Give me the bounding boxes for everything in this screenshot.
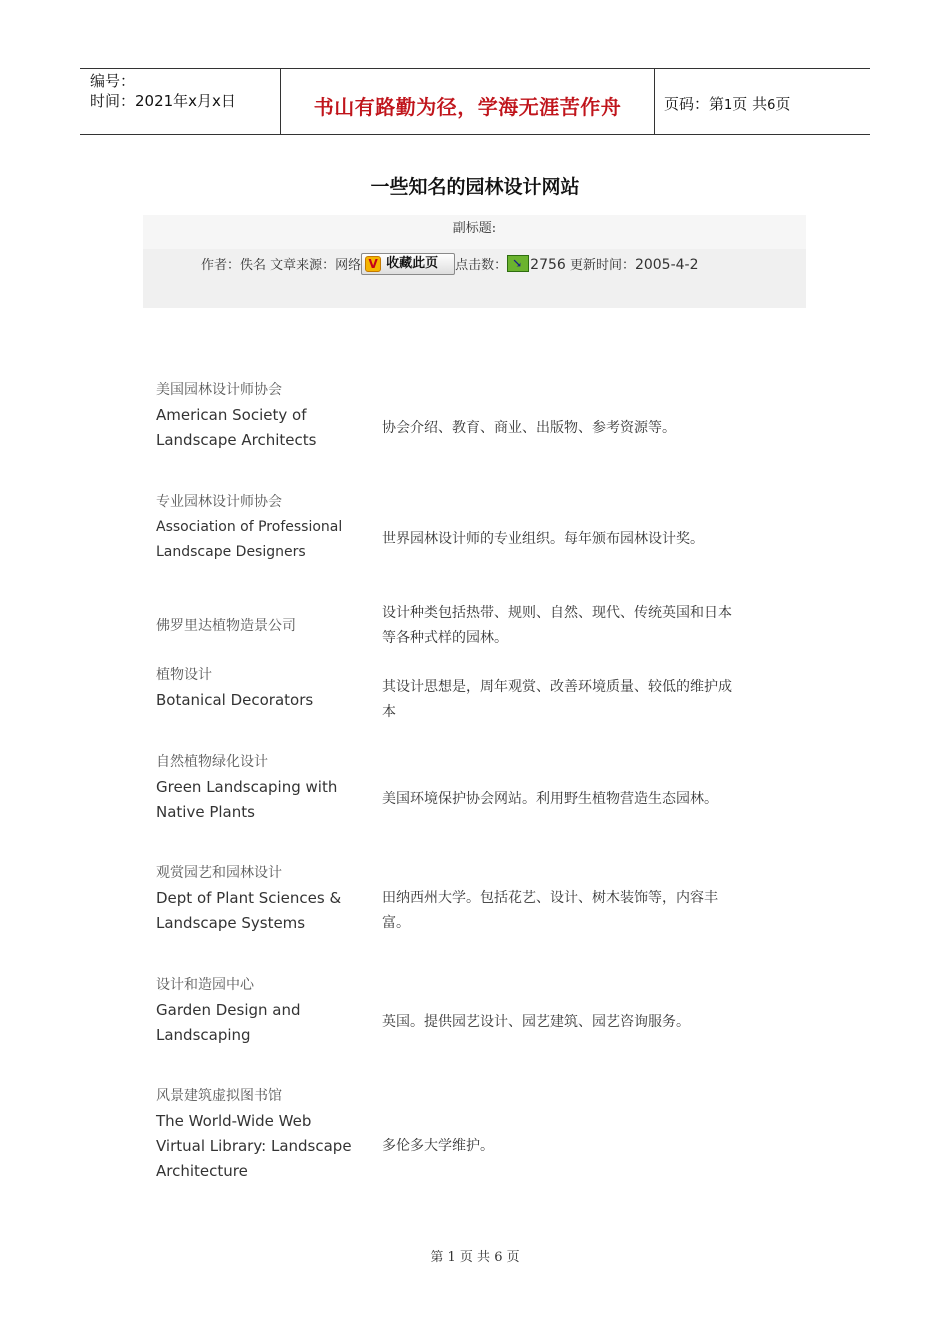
entry-description-line: 其设计思想是，周年观赏、改善环境质量、较低的维护成 — [382, 679, 732, 695]
entry-description-line: 富。 — [382, 915, 410, 931]
favorite-button-label: 收藏此页 — [386, 255, 439, 271]
entry-name — [156, 663, 371, 713]
article-meta — [143, 215, 806, 308]
entry-en-name[interactable]: Landscape Architects — [156, 431, 317, 449]
code-label: 编号： — [90, 72, 136, 90]
entry-en-name[interactable]: Native Plants — [156, 803, 255, 821]
page-mid: 页 共 — [732, 95, 768, 113]
entry-cn-name[interactable]: 风景建筑虚拟图书馆 — [156, 1088, 282, 1104]
entry-description — [382, 886, 792, 936]
update-label: 更新时间： — [569, 258, 635, 273]
entry-en-name[interactable]: Landscape Systems — [156, 914, 306, 932]
entry-name — [156, 750, 371, 825]
entry-name — [156, 614, 371, 639]
update-date: 2005-4-2 — [634, 257, 699, 273]
entry-en-name[interactable]: Architecture — [156, 1162, 248, 1180]
entry-en-name[interactable]: Dept of Plant Sciences & — [156, 889, 342, 907]
entry-description-line: 美国环境保护协会网站。利用野生植物营造生态园林。 — [382, 791, 718, 807]
entry-cn-name[interactable]: 设计和造园中心 — [156, 977, 254, 993]
entry-en-name[interactable]: Garden Design and — [156, 1001, 301, 1019]
subtitle-label: 副标题: — [143, 215, 806, 249]
entry-description-line: 英国。提供园艺设计、园艺建筑、园艺咨询服务。 — [382, 1014, 690, 1030]
entry-en-name[interactable]: Virtual Library: Landscape — [156, 1137, 352, 1155]
entry-description — [382, 1134, 792, 1159]
header-page-number — [664, 93, 790, 114]
entry-description-line: 协会介绍、教育、商业、出版物、参考资源等。 — [382, 420, 676, 436]
hits-label: 点击数： — [455, 258, 508, 273]
page-end: 页 — [775, 95, 791, 113]
entry-description-line: 世界园林设计师的专业组织。每年颁布园林设计奖。 — [382, 531, 704, 547]
entry-name — [156, 378, 371, 453]
entry-description — [382, 416, 792, 441]
page-current: 1 — [724, 98, 733, 113]
entry-description — [382, 787, 792, 812]
header-motto: 书山有路勤为径，学海无涯苦作舟 — [313, 95, 622, 119]
document-header — [80, 68, 870, 135]
header-info — [90, 71, 236, 111]
entry-description — [382, 675, 792, 725]
entry-description — [382, 527, 792, 552]
author-info: 作者：佚名 文章来源：网络 — [201, 258, 362, 273]
entry-description-line: 设计种类包括热带、规则、自然、现代、传统英国和日本 — [382, 605, 732, 621]
favorite-button[interactable] — [361, 253, 455, 275]
entry-en-name[interactable]: American Society of — [156, 406, 307, 424]
entry-description-line: 多伦多大学维护。 — [382, 1138, 494, 1154]
page-label: 页码：第 — [664, 95, 725, 113]
entry-en-name[interactable]: Green Landscaping with — [156, 778, 338, 796]
favorite-icon: V — [365, 256, 381, 272]
page-total: 6 — [767, 98, 776, 113]
entry-en-name[interactable]: The World-Wide Web — [156, 1112, 312, 1130]
entry-cn-name[interactable]: 美国园林设计师协会 — [156, 382, 282, 398]
entry-en-name[interactable]: Botanical Decorators — [156, 691, 314, 709]
entry-description — [382, 1010, 792, 1035]
entry-name — [156, 490, 371, 565]
header-divider — [654, 69, 655, 135]
entry-description-line: 本 — [382, 704, 396, 720]
entry-name — [156, 973, 371, 1048]
page-title: 一些知名的园林设计网站 — [370, 176, 580, 198]
entry-en-name[interactable]: Landscaping — [156, 1026, 251, 1044]
entry-cn-name[interactable]: 自然植物绿化设计 — [156, 754, 268, 770]
entry-cn-name[interactable]: 佛罗里达植物造景公司 — [156, 618, 296, 634]
entry-cn-name[interactable]: 观赏园艺和园林设计 — [156, 865, 282, 881]
entry-description — [382, 601, 792, 651]
entry-cn-name[interactable]: 专业园林设计师协会 — [156, 494, 282, 510]
entry-description-line: 等各种式样的园林。 — [382, 630, 508, 646]
entry-description-line: 田纳西州大学。包括花艺、设计、树木装饰等，内容丰 — [382, 890, 718, 906]
entry-en-name[interactable]: Association of Professional — [156, 519, 343, 535]
page-footer: 第 1 页 共 6 页 — [430, 1250, 520, 1265]
entry-name — [156, 1084, 371, 1184]
hits-count: 2756 — [530, 257, 566, 273]
entry-en-name[interactable]: Landscape Designers — [156, 544, 306, 560]
time-label: 时间：2021年x月x日 — [90, 92, 236, 110]
entry-name — [156, 861, 371, 936]
meta-line — [201, 250, 699, 280]
entry-cn-name[interactable]: 植物设计 — [156, 667, 212, 683]
hit-counter-icon: ↘ — [507, 255, 529, 272]
